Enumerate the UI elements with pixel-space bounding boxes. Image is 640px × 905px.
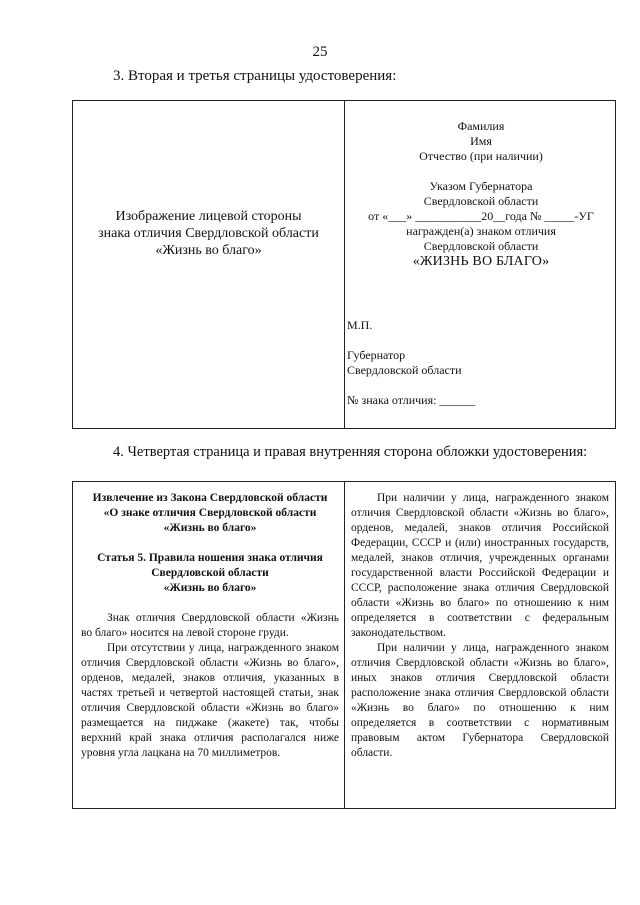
decree-line-2: Свердловской области — [423, 194, 539, 208]
law-title-line-3: «Жизнь во благо» — [163, 522, 257, 534]
section-4-heading: 4. Четвертая страница и правая внутренняя сторона обложки удостоверения: — [113, 444, 588, 460]
placeholder-line-1: Изображение лицевой стороны — [115, 209, 302, 224]
region-line: Свердловской области — [423, 239, 539, 253]
law-extract-column — [81, 491, 339, 761]
additional-rules-column — [351, 491, 609, 761]
column-divider — [344, 482, 345, 808]
article-title — [81, 551, 339, 596]
decree-date-number-line: от «___» ___________20__года № _____-УГ — [368, 209, 594, 223]
certificate-fields — [345, 119, 617, 269]
decree-line-1: Указом Губернатора — [429, 179, 533, 193]
placeholder-line-2: знака отличия Свердловской области — [98, 226, 319, 241]
section-3-heading: 3. Вторая и третья страницы удостоверения: — [113, 68, 397, 84]
law-title-line-1: Извлечение из Закона Свердловской области — [92, 492, 328, 504]
article-title-line-3: «Жизнь во благо» — [163, 582, 257, 594]
article-title-line-2: Свердловской области — [151, 567, 269, 579]
governor-signature-block — [347, 348, 607, 378]
governor-region: Свердловской области — [347, 363, 462, 377]
awarded-line: награжден(а) знаком отличия — [406, 224, 556, 238]
article-title-line-1: Статья 5. Правила ношения знака отличия — [97, 552, 323, 564]
article-paragraph-2: При отсутствии у лица, награжденного знаком отличия Свердловской области «Жизнь во благо», орденов, медалей, знаков отличия, указанных в частях третьей и четвертой настоящей статьи, знак отличия Свердловской области «Жизнь во благо» размещается на пиджаке (жакете) так, чтобы верхний край знака отличия располагался ниже уровня угла лацкана на 70 миллиметров. — [81, 642, 339, 759]
law-title-line-2: «О знаке отличия Свердловской области — [103, 507, 317, 519]
name-label: Имя — [470, 134, 492, 148]
surname-label: Фамилия — [457, 119, 505, 133]
article-paragraph-1: Знак отличия Свердловской области «Жизнь во благо» носится на левой стороне груди. — [81, 612, 339, 639]
rules-paragraph-2: При наличии у лица, награжденного знаком отличия Свердловской области «Жизнь во благо», иных знаков отличия Свердловской области расположение знака отличия Свердловской области «Жизнь во благо» по отношению к ним определяется в соответствии с нормативным правовым актом Губернатора Свердловской области. — [351, 642, 609, 759]
certificate-pages-2-3-frame — [72, 100, 616, 429]
badge-number-field: № знака отличия: ______ — [347, 393, 476, 407]
rules-paragraph-1: При наличии у лица, награжденного знаком отличия Свердловской области «Жизнь во благо», орденов, медалей, знаков отличия Российской Федерации, СССР и (или) иностранных государств, медалей, знаков отличия, учрежденных органами государственной власти Российской Федерации и СССР, расположение знака отличия Свердловской области «Жизнь во благо» по отношению к ним определяется в соответствии с федеральным законодательством. — [351, 492, 609, 639]
placeholder-line-3: «Жизнь во благо» — [155, 243, 262, 258]
law-title — [81, 491, 339, 536]
seal-mark: М.П. — [347, 318, 373, 332]
badge-image-placeholder — [73, 208, 344, 259]
certificate-page-4-frame — [72, 481, 616, 809]
badge-name-caps: «ЖИЗНЬ ВО БЛАГО» — [412, 254, 550, 269]
article-text — [81, 611, 339, 761]
governor-title: Губернатор — [347, 348, 406, 362]
page-number: 25 — [312, 44, 328, 60]
patronymic-label: Отчество (при наличии) — [419, 149, 543, 163]
